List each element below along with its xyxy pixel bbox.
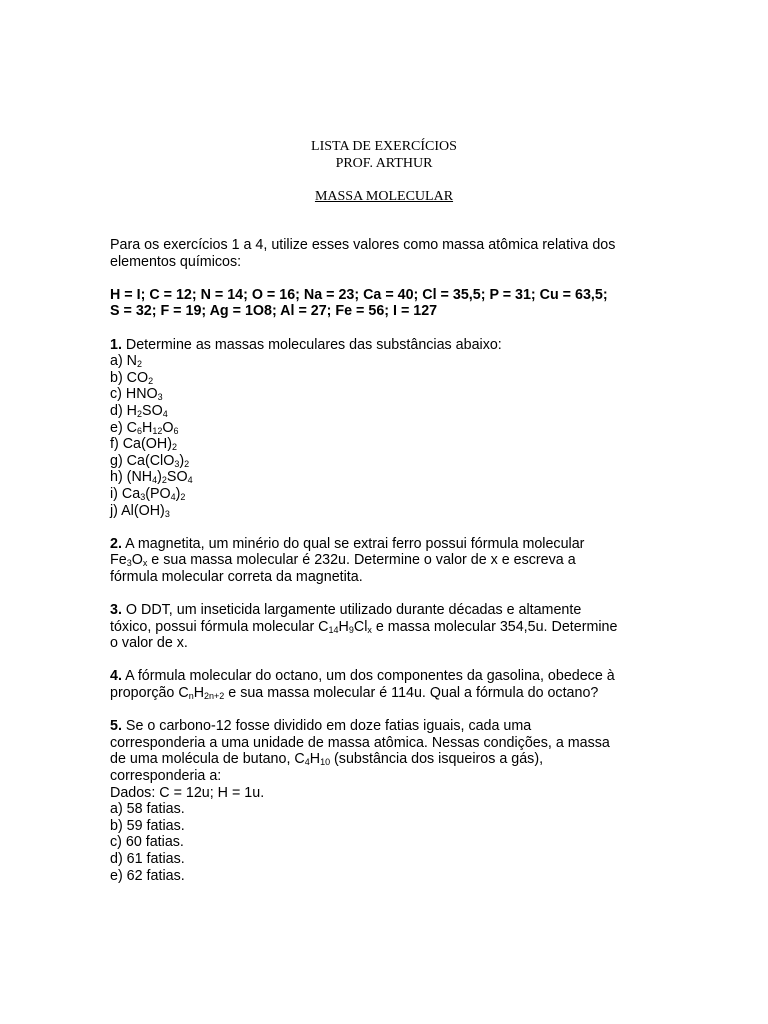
formula-subscript: 12: [152, 425, 163, 436]
formula-subscript: 3: [157, 392, 163, 403]
question-text: tóxico, possui fórmula molecular C: [110, 618, 329, 635]
formula-text: H: [309, 751, 321, 768]
formula-text: a) N: [110, 353, 138, 370]
formula-item: [110, 386, 670, 403]
doc-title: LISTA DE EXERCÍCIOS: [311, 139, 457, 154]
formula-text: SO: [166, 469, 188, 486]
formula-item: [110, 486, 670, 503]
question-text: O DDT, um inseticida largamente utilizado durante décadas e altamente: [121, 602, 582, 619]
formula-item: [110, 503, 670, 520]
formula-subscript: 2: [184, 458, 190, 469]
question-text: corresponderia a uma unidade de massa atômica. Nessas condições, a massa: [110, 734, 610, 751]
question-text: A fórmula molecular do octano, um dos componentes da gasolina, obedece à: [121, 668, 615, 685]
formula-subscript: 3: [164, 508, 170, 519]
question-text: fórmula molecular correta da magnetita.: [110, 568, 363, 585]
formula-subscript: 4: [170, 491, 176, 502]
formula-text: e) C: [110, 419, 138, 436]
question-number: 4.: [110, 668, 122, 685]
formula-text: d) H: [110, 402, 138, 419]
formula-subscript: 3: [140, 491, 146, 502]
question-text: A magnetita, um minério do qual se extrai ferro possui fórmula molecular: [121, 535, 585, 552]
formula-item: [110, 370, 670, 387]
formula-subscript: n: [188, 691, 194, 702]
formula-item: [110, 469, 670, 486]
formula-text: i) Ca: [110, 485, 141, 502]
formula-text: ): [175, 485, 181, 502]
formula-text: O: [162, 419, 174, 436]
formula-text: ): [179, 452, 185, 469]
formula-text: H: [193, 685, 205, 702]
formula-subscript: 2: [137, 408, 143, 419]
formula-item: [110, 420, 670, 437]
answer-option: c) 60 fatias.: [110, 834, 184, 851]
answer-option: d) 61 fatias.: [110, 850, 185, 867]
question-text: corresponderia a:: [110, 768, 222, 784]
intro-line: elementos químicos:: [110, 253, 242, 270]
formula-text: b) CO: [110, 369, 149, 386]
doc-author: PROF. ARTHUR: [335, 156, 433, 171]
atomic-masses-line: H = I; C = 12; N = 14; O = 16; Na = 23; Ca = 40; Cl = 35,5; P = 31; Cu = 63,5;: [110, 286, 608, 303]
formula-item: [110, 353, 670, 370]
formula-subscript: 2: [180, 491, 186, 502]
question-number: 3.: [110, 602, 122, 619]
question-number: 1.: [110, 336, 122, 353]
question-2: [110, 536, 670, 586]
formula-subscript: 6: [173, 425, 179, 436]
question-3: [110, 602, 670, 652]
question-text: Se o carbono-12 fosse dividido em doze fatias iguais, cada uma: [121, 718, 532, 735]
question-text: e massa molecular 354,5u. Determine: [371, 618, 618, 635]
formula-subscript: 2: [171, 442, 177, 453]
question-text: e sua massa molecular é 114u. Qual a fórmula do octano?: [224, 685, 599, 702]
formula-subscript: 9: [348, 624, 354, 635]
formula-subscript: x: [142, 558, 148, 569]
atomic-masses-line: S = 32; F = 19; Ag = 1O8; Al = 27; Fe = 56; I = 127: [110, 303, 438, 320]
answer-option: e) 62 fatias.: [110, 867, 185, 884]
formula-subscript: 3: [126, 558, 132, 569]
question-data: Dados: C = 12u; H = 1u.: [110, 784, 265, 801]
formula-text: g) Ca(ClO: [110, 452, 175, 469]
formula-text: j) Al(OH): [110, 502, 165, 519]
doc-subject: MASSA MOLECULAR: [314, 189, 454, 204]
question-text: e sua massa molecular é 232u. Determine o valor de x e escreva a: [147, 552, 576, 569]
answer-option: b) 59 fatias.: [110, 817, 185, 834]
question-text: Determine as massas moleculares das substâncias abaixo:: [121, 336, 502, 353]
formula-subscript: 6: [137, 425, 143, 436]
formula-subscript: 2: [137, 359, 143, 370]
question-1-items: [110, 353, 670, 519]
formula-subscript: 10: [320, 757, 331, 768]
question-number: 5.: [110, 718, 122, 735]
formula-text: SO: [142, 402, 163, 419]
exercise-content: [110, 237, 670, 884]
formula-text: c) HNO: [110, 386, 158, 403]
formula-item: [110, 453, 670, 470]
formula-text: Fe: [110, 552, 127, 569]
question-text: (substância dos isqueiros a gás),: [330, 751, 544, 768]
answer-option: a) 58 fatias.: [110, 801, 185, 818]
question-text: proporção C: [110, 685, 189, 702]
formula-subscript: 2: [148, 375, 154, 386]
formula-text: H: [338, 618, 349, 635]
formula-subscript: 4: [152, 475, 158, 486]
formula-text: h) (NH: [110, 469, 153, 486]
formula-subscript: 4: [187, 475, 193, 486]
formula-text: f) Ca(OH): [110, 436, 172, 453]
formula-item: [110, 403, 670, 420]
question-4: [110, 668, 670, 701]
formula-text: ): [157, 469, 162, 486]
intro-line: Para os exercícios 1 a 4, utilize esses valores como massa atômica relativa dos: [110, 237, 616, 253]
answer-options: [110, 801, 670, 884]
formula-text: O: [131, 552, 143, 569]
formula-subscript: 4: [304, 757, 310, 768]
formula-text: Cl: [353, 618, 368, 635]
question-text: o valor de x.: [110, 635, 188, 652]
formula-subscript: 4: [162, 408, 168, 419]
formula-subscript: x: [367, 624, 372, 635]
question-number: 2.: [110, 535, 122, 552]
question-5: [110, 718, 670, 884]
question-text: de uma molécula de butano, C: [110, 751, 305, 768]
formula-item: [110, 436, 670, 453]
formula-subscript: 14: [328, 624, 339, 635]
formula-subscript: 2n+2: [204, 691, 225, 702]
formula-subscript: 2: [161, 475, 167, 486]
formula-text: (PO: [145, 485, 171, 502]
question-1: [110, 337, 670, 354]
formula-subscript: 3: [174, 458, 180, 469]
formula-text: H: [142, 419, 153, 436]
